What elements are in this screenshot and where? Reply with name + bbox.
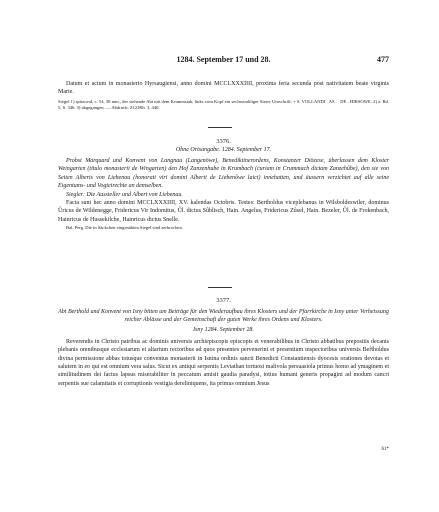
archive-note: Bal. Perg. Die in Säckchen eingenähten Siegel sind zerbrochen. <box>66 225 183 231</box>
page-number: 477 <box>377 55 389 64</box>
regest-summary: Abt Berthold und Konvent von Isny bitten um Beiträge für den Wiederaufbau ihres Klosters und der Pfarrkirche in Isny unter Verheissung reicher Ablässe und der Gemeinschaft der guten Werke ihres Ordens und Klosters. <box>58 309 389 324</box>
document-number: 3376. <box>216 138 231 145</box>
document-3377 <box>58 296 389 388</box>
dating-paragraph: Datum et actum in monasterio Hyrsaugiensi, anno domini MCCLXXXIIII, proxima feria secunda post nativitatem beate virginis Marie. <box>58 81 389 96</box>
dating-witnesses: Facta sunt hec anno domini MCCLXXXIIII, XV. kalendas Octobris. Testes: Bertholdus viceplebanus in Wilsboldeswiler, dominus Ûricus de Wildenegge, Fridericus Vir Indomitus, Ûl. dictus Sûblisch, Hain. Angelus, Fridericus Zûsel, Hain. Bezeler, Ûl. de Frokenbach, Hainricus de Hussekilche, Hainricus dictus Snelle. <box>58 200 389 223</box>
running-header <box>58 55 389 67</box>
regest-summary: Probst Marquard und Konvent von Langnau (Langenöwe), Benediktinerordens, Konstanzer Diözese, überlassen dem Kloster Weingarten (titulo monasterii de Wingarten) den Hof Zanzenhube in Krumbach (curiam in Crummach dictam Zanzehûbe), den sie von Seiten Alberts von Liebenau (honorati viri domini Alberti de Liebenôwe laici) innehatten, und äussern verzichtet auf alle seine Eigentums- und Vogteirechte an demselben. <box>58 158 389 190</box>
document-body: Reverendis in Christo patribus ac dominis universis archiepiscopis episcopis et venerabilibus in Christo abbatibus prepositis decanis plebanis omnibusque ecclesiarum et altarium rectoribus ad quos presentes pervenerint et presentium inspectoribus universis Ber̂tholdus divina permissione abbas totusque conventus monasterii in Isnina ordinis sancti Benedicti Constantiensis dyocesis orationes devotas et salutem in eo qui est omnium vera salus. Sicut ex antiqui serpentis Leviathan tortuosi malivola persuasiola primus homo ad ymaginem et similitudinem dei factus lapsus miserabiliter in peccatum amisit gaudia paradysi, totius humani generis propagini ad modum cancri serpentis sue calamitatis et corruptionis vestigia dereliniquens, ita primus omnium Jesus <box>58 338 389 387</box>
section-rule <box>208 127 232 128</box>
section-rule <box>208 287 232 288</box>
sheet-signature: 61* <box>381 447 389 452</box>
document-3376 <box>58 137 389 232</box>
document-number: 3377. <box>216 297 231 304</box>
top-block <box>58 80 389 112</box>
date-line: Isny 1284. September 28. <box>193 326 254 333</box>
header-title: 1284. September 17 und 28. <box>176 55 271 64</box>
date-line: Ohne Ortsangabe. 1284. September 17. <box>175 147 272 153</box>
seal-note: Siegel 1) spitzoval, c. 54, 38 mm., der stehende Abt mit dem Krummstab, links vom Kopf ein sechsstrahliger Stern; Umschrift: + S. VOLLANDI . AS . . DE . HIRSOWE. 2) a. Bd. 5, S. 346. 3) abgegangen. — Abdruck: ZGORh. 3, 440. <box>58 98 389 111</box>
sealers-line: Siegler: Die Aussteller und Albert von Liebenau. <box>66 191 183 198</box>
